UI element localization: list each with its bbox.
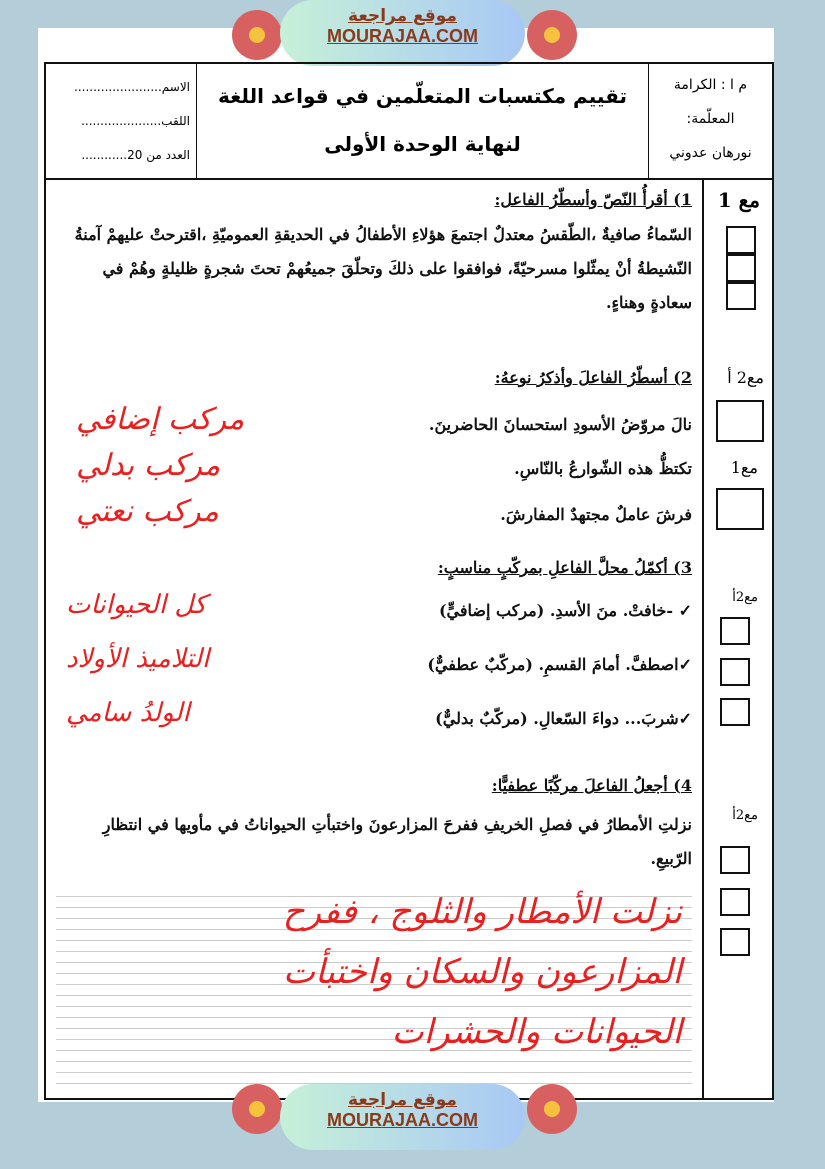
- question-4-text: نزلتِ الأمطارُ في فصلِ الخريفِ ففرحَ المزارعونَ واختبأتِ الحيواناتُ في مأويها في انتظارِ الرّبيعِ.: [102, 815, 692, 868]
- handwritten-answer: كل الحيوانات: [66, 590, 207, 620]
- banner-url[interactable]: MOURAJAA.COM: [327, 26, 478, 46]
- score-label: مع 1: [717, 188, 760, 212]
- handwritten-answer: الولدُ سامي: [66, 698, 190, 728]
- question-3-title: 3) أكمّلُ محلَّ الفاعلِ بمركّبٍ مناسبٍ:: [437, 558, 692, 577]
- score-box: [726, 282, 756, 310]
- handwritten-answer: نزلت الأمطار والثلوج ، ففرح: [282, 892, 682, 932]
- handwritten-answer: مركب نعتي: [76, 494, 219, 529]
- question-3-item: ✓شربَ... دواءَ السّعالِ. (مركّبٌ بدليٌّ): [435, 709, 692, 728]
- worksheet-title: تقييم مكتسبات المتعلّمين في قواعد اللغة: [218, 84, 627, 108]
- surname-field: اللقب.....................: [81, 114, 190, 128]
- banner-url[interactable]: MOURAJAA.COM: [327, 1110, 478, 1130]
- teacher-name: نورهان عدوني: [669, 145, 752, 161]
- score-box: [726, 254, 756, 282]
- site-banner-bottom[interactable]: [280, 1084, 525, 1150]
- question-4-title: 4) أجعلُ الفاعلَ مركّبًا عطفيًّا:: [491, 776, 692, 795]
- site-logo: [527, 1084, 577, 1134]
- site-logo: [232, 10, 282, 60]
- teacher-label: المعلّمة:: [686, 111, 735, 127]
- site-logo: [232, 1084, 282, 1134]
- name-field: الاسم.......................: [74, 80, 190, 94]
- question-1-title: 1) أقرأُ النّصّ وأسطّرُ الفاعل:: [494, 190, 692, 209]
- score-label: مع1: [730, 458, 758, 477]
- worksheet-body: [44, 180, 774, 1100]
- score-box: [720, 928, 750, 956]
- handwritten-answer: الحيوانات والحشرات: [391, 1012, 682, 1052]
- banner-arabic: موقع مراجعة: [348, 6, 457, 26]
- question-2-item: فرشَ عاملٌ مجتهدٌ المفارشَ.: [500, 505, 692, 524]
- score-box: [716, 488, 764, 530]
- site-logo: [527, 10, 577, 60]
- worksheet-header: [44, 62, 774, 180]
- score-label: مع2أ: [732, 590, 758, 605]
- question-3-item: ✓ -خافتْ. منَ الأسدِ. (مركب إضافيٍّ): [438, 601, 692, 620]
- handwritten-answer: المزارعون والسكان واختبأت: [283, 952, 682, 992]
- score-box: [720, 617, 750, 645]
- question-2-title: 2) أسطّرُ الفاعلَ وأذكرُ نوعهُ:: [494, 368, 692, 387]
- score-column: [702, 180, 772, 1098]
- question-1-text: السّماءُ صافيةٌ ،الطّقسُ معتدلٌ اجتمعَ هؤلاءِ الأطفالُ في الحديقةِ العموميّةِ ،اقترحتْ عليهمْ آمنةُ النّشيطةُ أنْ يمثّلوا مسرحيّةً، فوافقوا على ذلكَ وتحلّقَ جميعُهمْ تحتَ شجرةٍ ظليلةٍ وهُمْ في سعادةٍ وهناءٍ.: [74, 225, 692, 312]
- site-banner-top[interactable]: [280, 0, 525, 66]
- score-box: [720, 888, 750, 916]
- score-label: مع2 أ: [727, 368, 764, 387]
- score-box: [720, 846, 750, 874]
- question-3-item: ✓اصطفَّ. أمامَ القسمِ. (مركّبٌ عطفيٌّ): [427, 655, 692, 674]
- question-2-item: تكتظُّ هذه الشّوارعُ بالنّاسِ.: [514, 459, 692, 478]
- handwritten-answer: مركب إضافي: [76, 402, 245, 437]
- handwritten-answer: التلاميذ الأولاد: [66, 644, 210, 674]
- score-box: [720, 658, 750, 686]
- banner-arabic: موقع مراجعة: [348, 1090, 457, 1110]
- score-box: [716, 400, 764, 442]
- question-2-item: نالَ مروّضُ الأسودِ استحسانَ الحاضرينَ.: [428, 415, 692, 434]
- worksheet-subtitle: لنهاية الوحدة الأولى: [324, 132, 521, 156]
- score-box: [720, 698, 750, 726]
- score-box: [726, 226, 756, 254]
- grade-field: العدد من 20............: [81, 148, 190, 162]
- score-label: مع2أ: [732, 808, 758, 823]
- school-name: م ا : الكرامة: [673, 77, 748, 93]
- handwritten-answer: مركب بدلي: [76, 448, 221, 483]
